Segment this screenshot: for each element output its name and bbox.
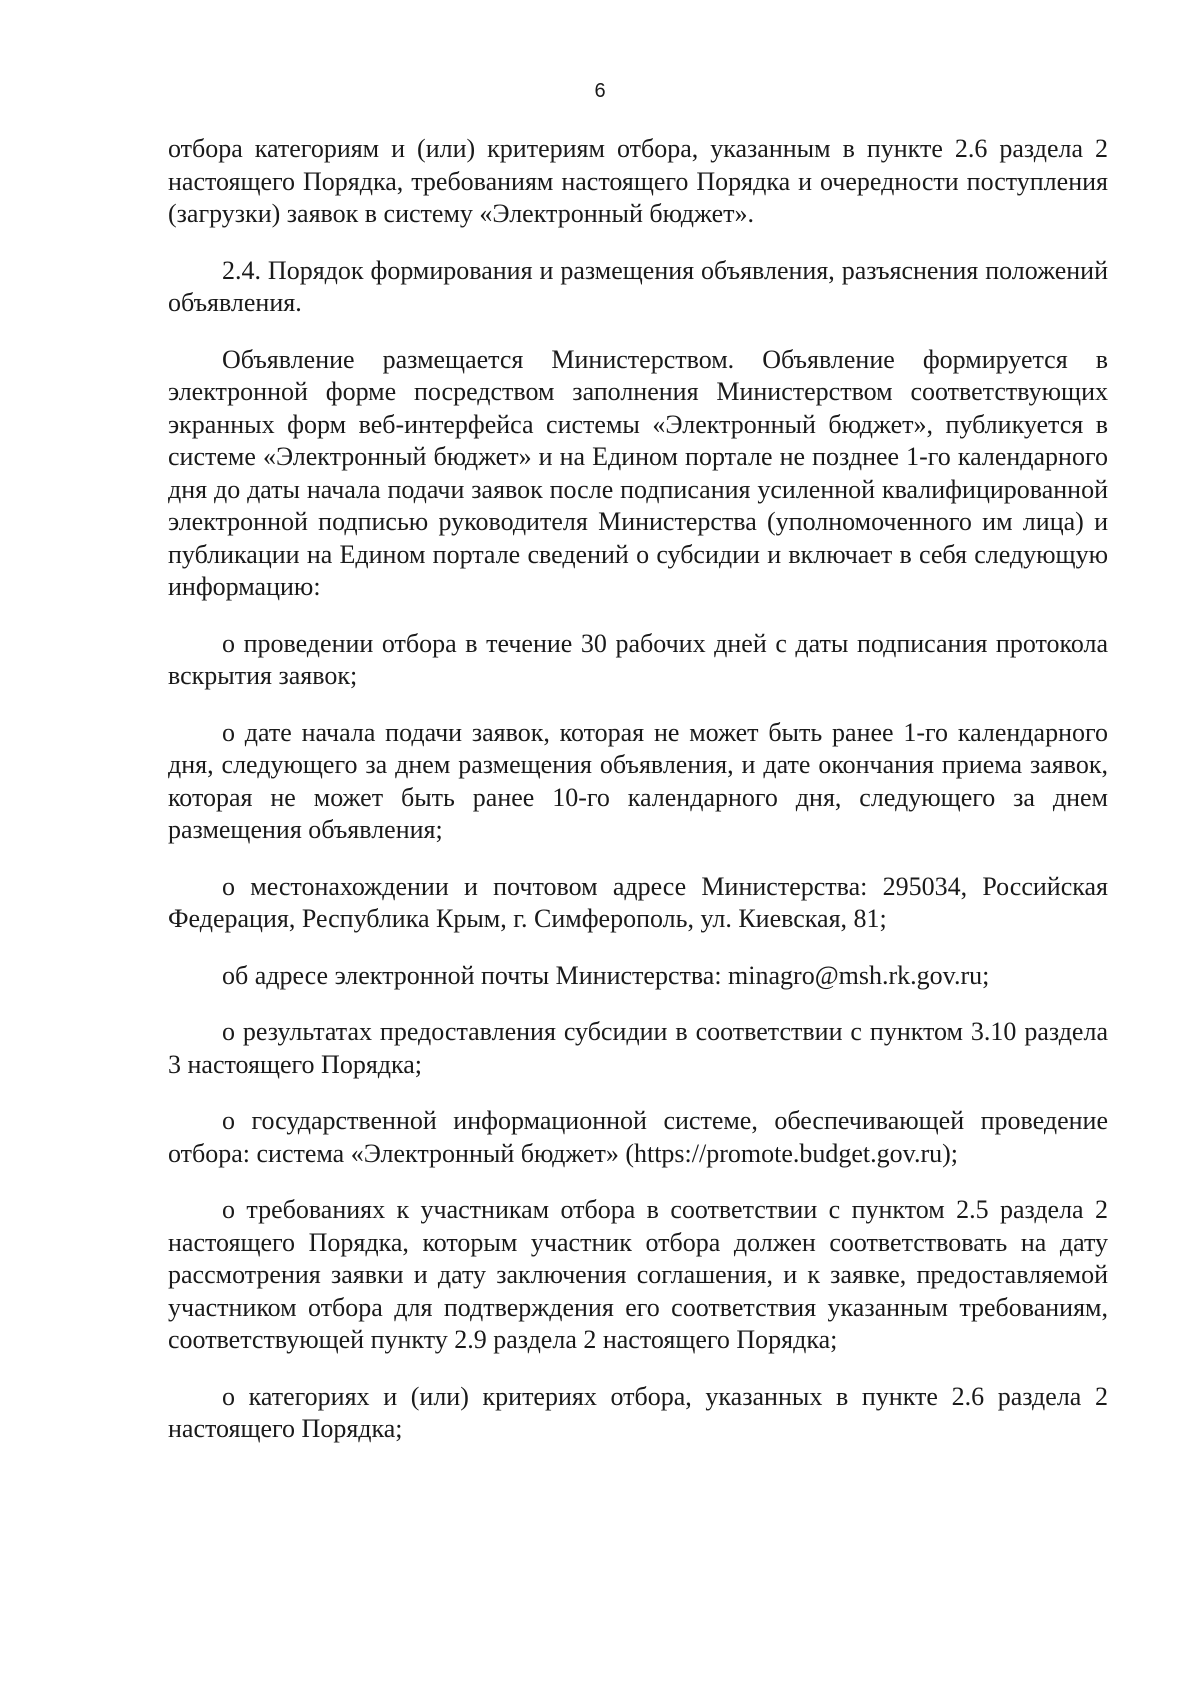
- paragraph-item: о государственной информационной системе, обеспечивающей проведение отбора: система «Электронный бюджет» (https://promote.budget.gov.ru);: [168, 1106, 1108, 1168]
- paragraph-announcement: Объявление размещается Министерством. Объявление формируется в электронной форме посредством заполнения Министерством соответствующих экранных форм веб-интерфейса системы «Электронный бюджет», публикуется в системе «Электронный бюджет» и на Едином портале не позднее 1-го календарного дня до даты начала подачи заявок после подписания усиленной квалифицированной электронной подписью руководителя Министерства (уполномоченного им лица) и публикации на Едином портале сведений о субсидии и включает в себя следующую информацию:: [168, 344, 1108, 601]
- paragraph-item: о результатах предоставления субсидии в соответствии с пунктом 3.10 раздела 3 настоящего Порядка;: [168, 1017, 1108, 1079]
- paragraph-item: об адресе электронной почты Министерства: minagro@msh.rk.gov.ru;: [222, 960, 990, 990]
- paragraph-section-heading: 2.4. Порядок формирования и размещения объявления, разъяснения положений объявления.: [168, 255, 1108, 317]
- document-body: [168, 133, 1108, 1470]
- page-number: 6: [594, 80, 606, 102]
- paragraph-item: о местонахождении и почтовом адресе Министерства: 295034, Российская Федерация, Республика Крым, г. Симферополь, ул. Киевская, 81;: [168, 871, 1108, 933]
- paragraph-item: о проведении отбора в течение 30 рабочих дней с даты подписания протокола вскрытия заявок;: [168, 628, 1108, 690]
- paragraph-continuation: отбора категориям и (или) критериям отбора, указанным в пункте 2.6 раздела 2 настоящего Порядка, требованиям настоящего Порядка и очередности поступления (загрузки) заявок в систему «Электронный бюджет».: [168, 134, 1108, 228]
- paragraph-item: о дате начала подачи заявок, которая не может быть ранее 1-го календарного дня, следующего за днем размещения объявления, и дате окончания приема заявок, которая не может быть ранее 10-го календарного дня, следующего за днем размещения объявления;: [168, 717, 1108, 844]
- paragraph-item: о требованиях к участникам отбора в соответствии с пунктом 2.5 раздела 2 настоящего Порядка, которым участник отбора должен соответствовать на дату рассмотрения заявки и дату заключения соглашения, и к заявке, предоставляемой участником отбора для подтверждения его соответствия указанным требованиям, соответствующей пункту 2.9 раздела 2 настоящего Порядка;: [168, 1195, 1108, 1354]
- paragraph-item: о категориях и (или) критериях отбора, указанных в пункте 2.6 раздела 2 настоящего Порядка;: [168, 1381, 1108, 1443]
